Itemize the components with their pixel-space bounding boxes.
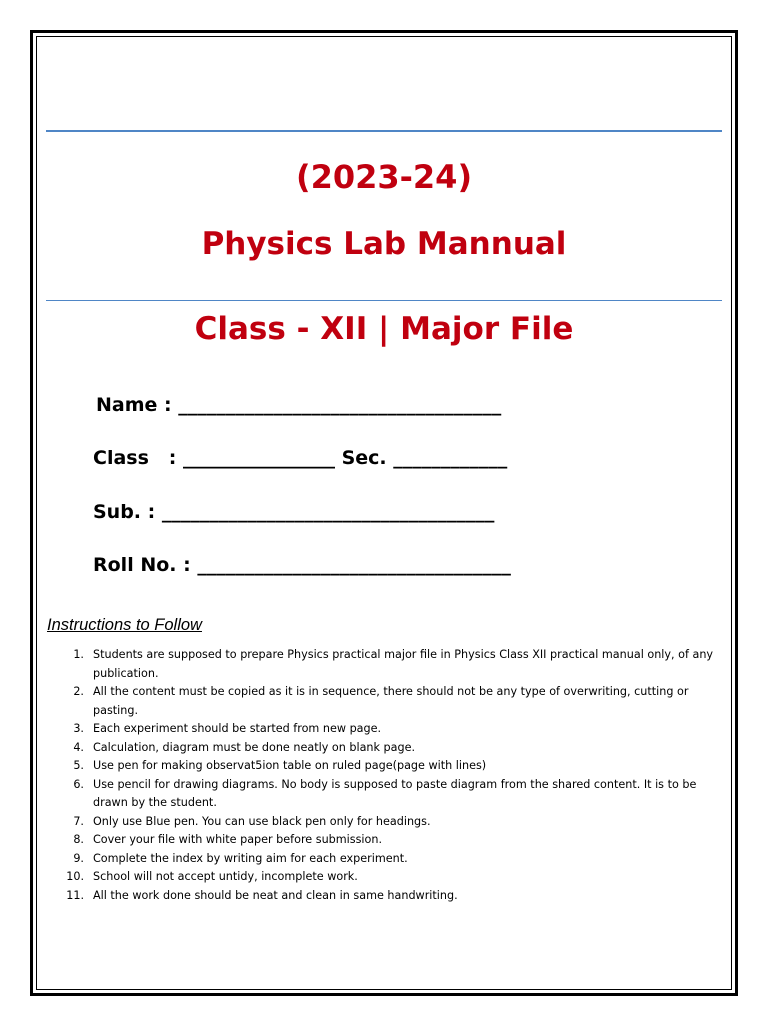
list-item <box>60 646 720 683</box>
list-item-text: Each experiment should be started from new page. <box>93 722 382 735</box>
list-item-number: 11. <box>66 888 84 902</box>
page-title: Physics Lab Mannual <box>201 226 567 262</box>
instructions-heading: Instructions to Follow <box>47 616 202 634</box>
list-item-number: 3. <box>73 722 84 735</box>
list-item <box>60 757 720 776</box>
list-item-text: Cover your file with white paper before submission. <box>93 833 383 846</box>
list-item-text: Use pencil for drawing diagrams. No body is supposed to paste diagram from the shared content. It is to be drawn by the student. <box>93 777 697 809</box>
list-item-number: 6. <box>73 777 84 791</box>
list-item-number: 1. <box>73 648 84 661</box>
list-item <box>60 850 720 869</box>
list-item <box>60 720 720 739</box>
list-item <box>60 831 720 850</box>
list-item-number: 8. <box>73 833 84 846</box>
list-item-number: 7. <box>73 814 84 828</box>
list-item <box>60 813 720 832</box>
list-item <box>60 739 720 758</box>
class-section-field: Class : ________________ Sec. ____________ <box>93 447 508 469</box>
list-item <box>60 868 720 887</box>
list-item-number: 5. <box>73 759 84 772</box>
list-item-text: Students are supposed to prepare Physics practical major file in Physics Class XII practical manual only, of any publication. <box>93 648 714 680</box>
page-subtitle: Class - XII | Major File <box>194 311 574 347</box>
list-item-text: Calculation, diagram must be done neatly on blank page. <box>93 740 416 754</box>
list-item-text: Complete the index by writing aim for each experiment. <box>93 851 408 865</box>
subject-field: Sub. : ___________________________________ <box>93 501 495 523</box>
list-item <box>60 776 720 813</box>
list-item-number: 4. <box>73 740 84 754</box>
top-divider <box>46 130 722 132</box>
list-item <box>60 887 720 906</box>
roll-number-field: Roll No. : _________________________________ <box>93 554 511 576</box>
list-item-text: School will not accept untidy, incomplete work. <box>93 870 358 883</box>
list-item-text: Use pen for making observat5ion table on ruled page(page with lines) <box>93 759 487 772</box>
instructions-list <box>60 646 720 905</box>
name-field: Name : __________________________________ <box>96 394 502 416</box>
list-item-number: 2. <box>73 685 84 698</box>
academic-year: (2023-24) <box>295 158 473 196</box>
list-item <box>60 683 720 720</box>
list-item-text: All the content must be copied as it is in sequence, there should not be any type of overwriting, cutting or pasting. <box>93 685 689 717</box>
list-item-number: 9. <box>73 851 84 865</box>
middle-divider <box>46 300 722 301</box>
list-item-text: All the work done should be neat and clean in same handwriting. <box>93 888 458 902</box>
list-item-number: 10. <box>66 870 84 883</box>
list-item-text: Only use Blue pen. You can use black pen only for headings. <box>93 814 431 828</box>
